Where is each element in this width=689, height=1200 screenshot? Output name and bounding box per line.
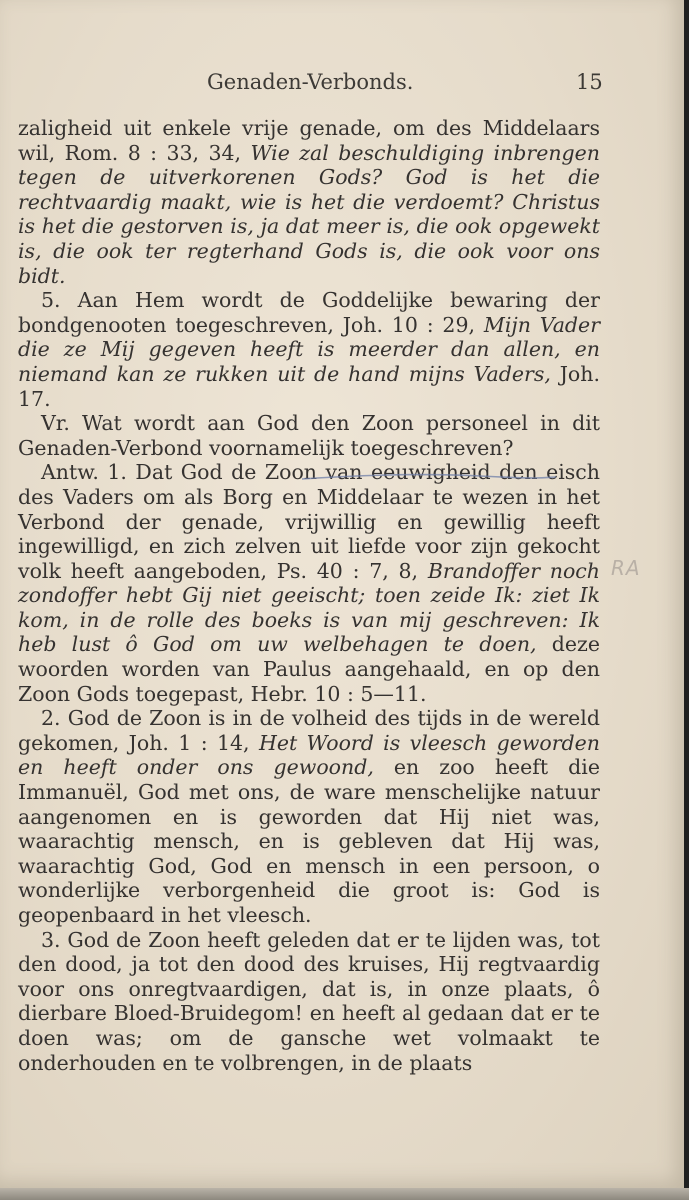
margin-pencil-note: RA <box>611 556 641 580</box>
italic-quote: Brandoffer noch zondoffer hebt Gij niet geeischt; toen zeide Ik: ziet Ik kom, in de rolle des boeks is van mij geschreven: Ik heb lust ô God om uw welbehagen te doen, <box>18 558 600 657</box>
text-run: en zoo heeft die Immanuël, God met ons, de ware menschelijke natuur aangenomen en is geworden dat Hij niet was, waarachtig mensch, en is gebleven dat Hij was, waarachtig God, God en mensch in een persoon, o wonderlijke verborgenheid die groot is: God is geopenbaard in het vleesch. <box>18 755 600 927</box>
text-run: Joh. 17. <box>18 361 600 411</box>
book-spine-edge <box>684 0 689 1200</box>
running-header <box>0 70 603 104</box>
text-run: Antw. 1. Dat God de Zoon van eeuwigheid den eisch des Vaders om als Borg en Middelaar te wezen in het Verbond der genade, vrijwillig en gewillig heeft ingewilligd, en zich zelven uit liefde voor zijn gekocht volk heeft aangeboden, Ps. 40 : 7, 8, <box>18 460 600 583</box>
page-number: 15 <box>576 70 603 94</box>
page-bottom-edge <box>0 1188 689 1200</box>
paragraph-continuation <box>18 116 600 288</box>
text-run: 2. God de Zoon is in de volheid des tijds in de wereld gekomen, Joh. 1 : 14, <box>18 706 600 755</box>
paragraph-point-5 <box>18 288 600 411</box>
italic-quote: Mijn Vader die ze Mij gegeven heeft is meerder dan allen, en niemand kan ze rukken uit de hand mijns Vaders, <box>18 312 600 386</box>
text-run: zaligheid uit enkele vrije genade, om des Middelaars wil, Rom. 8 : 33, 34, <box>18 116 600 165</box>
answer-point-3 <box>18 928 600 1076</box>
answer-point-1 <box>18 460 600 706</box>
text-run: 5. Aan Hem wordt de Goddelijke bewaring der bondgenooten toegeschreven, Joh. 10 : 29, <box>18 288 600 337</box>
question-paragraph <box>18 411 600 460</box>
question-text: Vr. Wat wordt aan God den Zoon personeel in dit Genaden-Verbond voornamelijk toegeschreven? <box>18 411 600 460</box>
italic-quote: Het Woord is vleesch geworden en heeft onder ons gewoond, <box>18 730 600 780</box>
body-text <box>18 116 600 1075</box>
answer-point-2 <box>18 706 600 927</box>
italic-quote: Wie zal beschuldiging inbrengen tegen de uitverkorenen Gods? God is het die rechtvaardig maakt, wie is het die verdoemt? Christus is het die gestorven is, ja dat meer is, die ook opgewekt is, die ook ter regterhand Gods is, die ook voor ons bidt. <box>18 140 600 288</box>
text-run: 3. God de Zoon heeft geleden dat er te lijden was, tot den dood, ja tot den dood des kruises, Hij regtvaardig voor ons onregtvaardigen, dat is, in onze plaats, ô dierbare Bloed-Bruidegom! en heeft al gedaan dat er te doen was; om de gansche wet volmaakt te onderhouden en te volbrengen, in de plaats <box>18 927 600 1075</box>
header-title: Genaden-Verbonds. <box>207 70 414 94</box>
text-run: deze woorden worden van Paulus aangehaald, en op den Zoon Gods toegepast, Hebr. 10 : 5—11. <box>18 632 600 706</box>
